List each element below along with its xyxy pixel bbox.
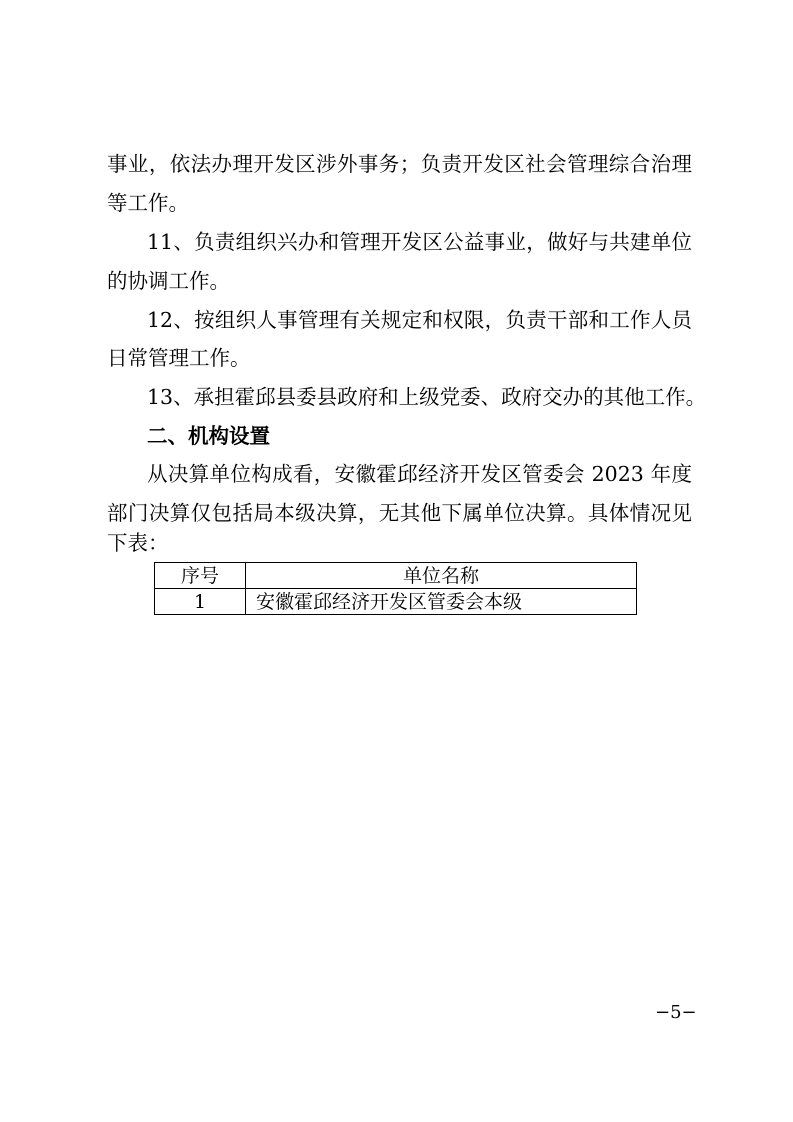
paragraph-13: 13、承担霍邱县委县政府和上级党委、政府交办的其他工作。: [147, 385, 707, 409]
unit-table: [154, 562, 637, 615]
intro-line-1: 从决算单位构成看，安徽霍邱经济开发区管委会 2023 年度: [147, 462, 692, 486]
intro-line-3: 下表：: [107, 531, 169, 555]
paragraph-10-line-2: 等工作。: [107, 191, 189, 215]
page-number: −5−: [655, 1002, 697, 1023]
cell-unit-name: 安徽霍邱经济开发区管委会本级: [246, 589, 637, 615]
table-header-row: [155, 563, 637, 589]
paragraph-12-line-1: 12、按组织人事管理有关规定和权限，负责干部和工作人员: [147, 308, 692, 332]
intro-line-2: 部门决算仅包括局本级决算，无其他下属单位决算。具体情况见: [107, 501, 692, 525]
table-row: [155, 589, 637, 615]
paragraph-12-line-2: 日常管理工作。: [107, 346, 251, 370]
paragraph-11-line-1: 11、负责组织兴办和管理开发区公益事业，做好与共建单位: [147, 230, 692, 254]
section-heading: 二、机构设置: [147, 424, 270, 448]
header-serial: 序号: [155, 563, 246, 589]
paragraph-11-line-2: 的协调工作。: [107, 269, 230, 293]
cell-serial: 1: [155, 589, 246, 615]
paragraph-10-line-1: 事业，依法办理开发区涉外事务；负责开发区社会管理综合治理: [107, 152, 692, 176]
header-unit-name: 单位名称: [246, 563, 637, 589]
